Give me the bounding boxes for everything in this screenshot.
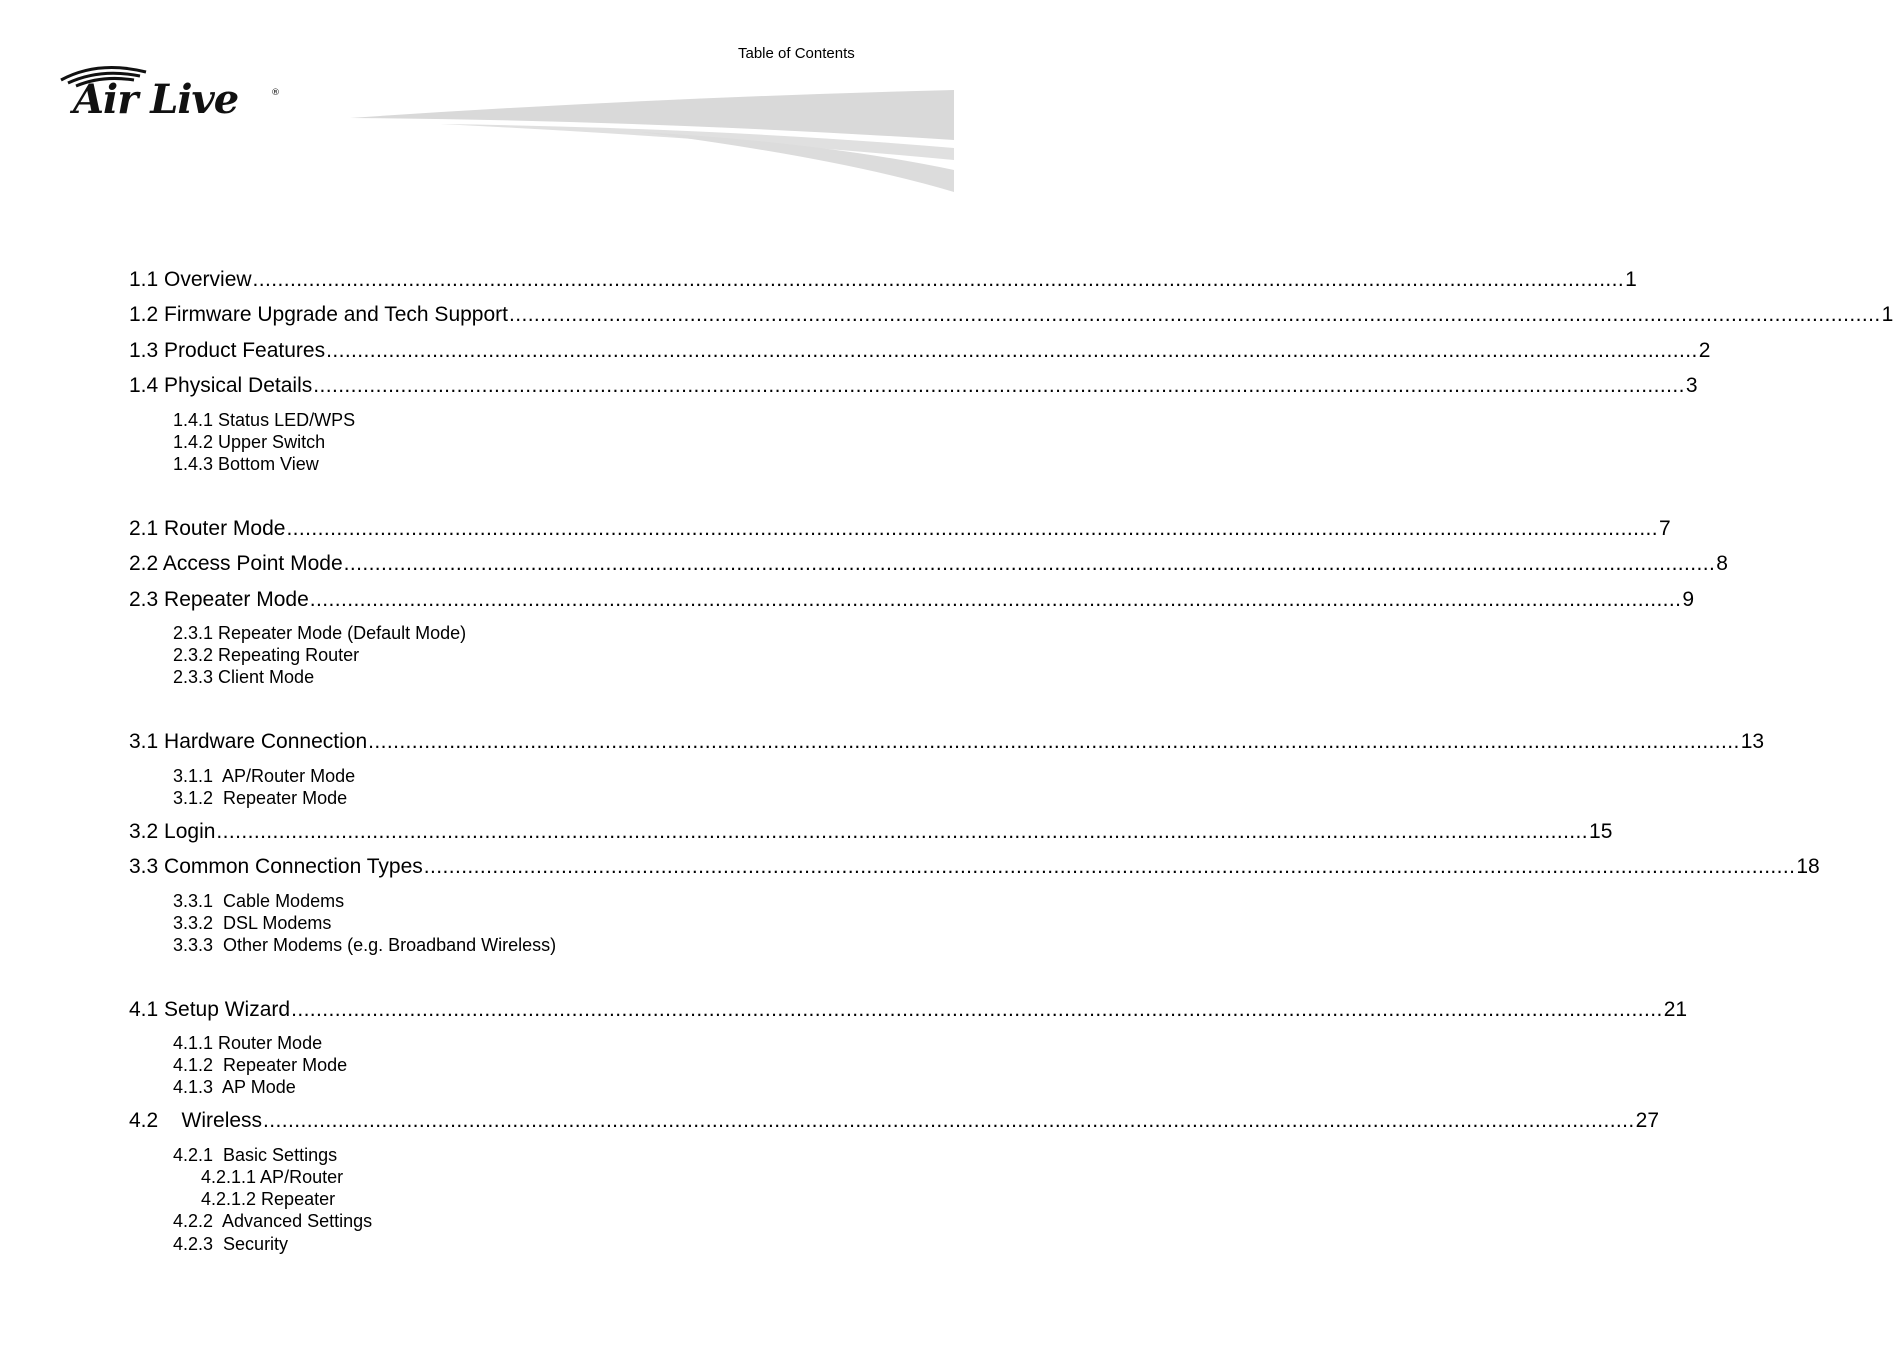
toc-entry-title: 2.2 Access Point Mode — [129, 552, 343, 575]
toc-subentry[interactable]: 4.1.2 Repeater Mode — [173, 1055, 348, 1075]
toc-subentry[interactable]: 4.2.1.2 Repeater — [201, 1189, 336, 1209]
toc-entry-page: 3 — [1685, 374, 1698, 397]
toc-subentry[interactable]: 3.3.3 Other Modems (e.g. Broadband Wireless) — [173, 935, 557, 955]
toc-entry-page: 21 — [1663, 998, 1688, 1021]
toc-dot-leader: ............................................................................................................................................................................................................................ — [216, 820, 1589, 843]
toc-entry-page: 27 — [1635, 1109, 1659, 1132]
logo-registered-mark: ® — [271, 88, 280, 98]
toc-subentry[interactable]: 1.4.3 Bottom View — [173, 454, 319, 474]
toc-entry-title: 1.4 Physical Details — [129, 374, 313, 397]
toc-subentry[interactable]: 4.1.3 AP Mode — [173, 1077, 296, 1097]
toc-entry-title: 1.3 Product Features — [129, 339, 326, 362]
toc-dot-leader: ............................................................................................................................................................................................................................ — [286, 517, 1659, 540]
toc-entry-page: 2 — [1698, 339, 1711, 362]
toc-subentry[interactable]: 1.4.1 Status LED/WPS — [173, 410, 356, 430]
toc-dot-leader: ............................................................................................................................................................................................................................ — [326, 339, 1698, 362]
toc-entry-page: 15 — [1589, 820, 1613, 843]
toc-entry-title: 2.3 Repeater Mode — [129, 588, 309, 611]
toc-entry[interactable] — [129, 551, 1728, 577]
toc-entry-title: 1.2 Firmware Upgrade and Tech Support — [129, 303, 508, 326]
toc-entry-title: 3.1 Hardware Connection — [129, 730, 368, 753]
toc-dot-leader: ............................................................................................................................................................................................................................ — [263, 1109, 1635, 1132]
toc-entry[interactable] — [129, 854, 1820, 880]
toc-entry[interactable] — [129, 302, 1893, 328]
toc-dot-leader: ............................................................................................................................................................................................................................ — [423, 855, 1796, 878]
logo-brand-text: Air Live — [73, 76, 239, 123]
toc-entry[interactable] — [129, 997, 1688, 1023]
toc-dot-leader: ............................................................................................................................................................................................................................ — [291, 998, 1663, 1021]
toc-entry-title: 1.1 Overview — [129, 268, 252, 291]
toc-entry-page: 7 — [1659, 517, 1671, 540]
toc-entry[interactable] — [129, 819, 1613, 845]
toc-dot-leader: ............................................................................................................................................................................................................................ — [313, 374, 1685, 397]
toc-entry-page: 1 — [1881, 303, 1893, 326]
toc-dot-leader: ............................................................................................................................................................................................................................ — [508, 303, 1881, 326]
toc-entry[interactable] — [129, 587, 1695, 613]
toc-subentry[interactable]: 2.3.2 Repeating Router — [173, 645, 360, 665]
toc-entry-title: 2.1 Router Mode — [129, 517, 286, 540]
toc-subentry[interactable]: 3.3.2 DSL Modems — [173, 913, 332, 933]
toc-entry-page: 13 — [1740, 730, 1765, 753]
toc-entry-page: 1 — [1625, 268, 1637, 291]
toc-entry-title: 4.2 Wireless — [129, 1109, 263, 1132]
toc-entry-title: 3.2 Login — [129, 820, 216, 843]
toc-subentry[interactable]: 4.1.1 Router Mode — [173, 1033, 323, 1053]
toc-entry[interactable] — [129, 373, 1698, 399]
toc-entry-title: 4.1 Setup Wizard — [129, 998, 291, 1021]
toc-entry-page: 18 — [1796, 855, 1820, 878]
toc-subentry[interactable]: 4.2.1.1 AP/Router — [201, 1167, 344, 1187]
toc-subentry[interactable]: 3.1.2 Repeater Mode — [173, 788, 348, 808]
toc-subentry[interactable]: 4.2.1 Basic Settings — [173, 1145, 338, 1165]
toc-entry[interactable] — [129, 267, 1637, 293]
toc-subentry[interactable]: 2.3.1 Repeater Mode (Default Mode) — [173, 623, 467, 643]
toc-subentry[interactable]: 3.3.1 Cable Modems — [173, 891, 345, 911]
toc-entry[interactable] — [129, 516, 1671, 542]
toc-entry[interactable] — [129, 729, 1765, 755]
toc-dot-leader: ............................................................................................................................................................................................................................ — [309, 588, 1682, 611]
toc-subentry[interactable]: 3.1.1 AP/Router Mode — [173, 766, 356, 786]
toc-dot-leader: ............................................................................................................................................................................................................................ — [343, 552, 1716, 575]
toc-subentry[interactable]: 4.2.2 Advanced Settings — [173, 1211, 373, 1231]
toc-entry-page: 9 — [1682, 588, 1695, 611]
toc-subentry[interactable]: 4.2.3 Security — [173, 1234, 289, 1254]
toc-entry[interactable] — [129, 338, 1711, 364]
page-header-label: Table of Contents — [738, 45, 855, 62]
toc-subentry[interactable]: 1.4.2 Upper Switch — [173, 432, 326, 452]
toc-entry-page: 8 — [1716, 552, 1728, 575]
toc-dot-leader: ............................................................................................................................................................................................................................ — [368, 730, 1740, 753]
toc-subentry[interactable]: 2.3.3 Client Mode — [173, 667, 315, 687]
toc-entry-title: 3.3 Common Connection Types — [129, 855, 423, 878]
toc-dot-leader: ............................................................................................................................................................................................................................ — [252, 268, 1625, 291]
toc-entry[interactable] — [129, 1108, 1659, 1134]
